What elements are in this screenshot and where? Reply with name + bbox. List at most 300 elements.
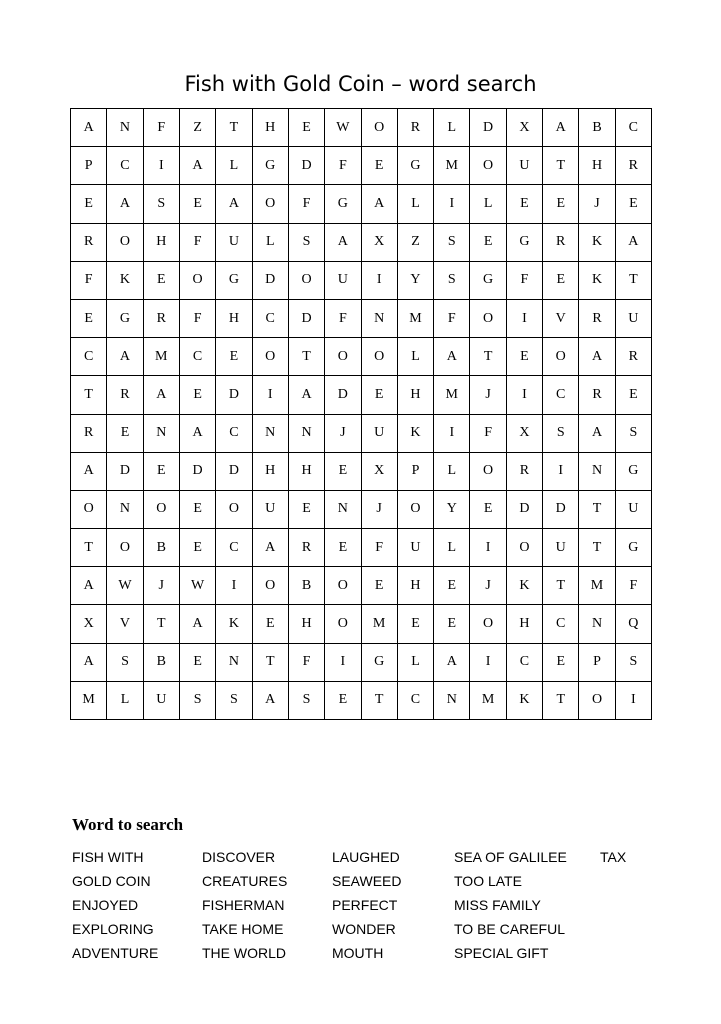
grid-cell: D (506, 490, 542, 528)
grid-cell: T (143, 605, 179, 643)
grid-cell: D (325, 376, 361, 414)
grid-cell: F (506, 261, 542, 299)
grid-cell: M (434, 376, 470, 414)
word-item: SEAWEED (332, 873, 402, 889)
grid-cell: A (252, 681, 288, 719)
grid-cell: N (252, 414, 288, 452)
grid-cell: S (434, 223, 470, 261)
word-item: GOLD COIN (72, 873, 151, 889)
grid-cell: N (434, 681, 470, 719)
grid-cell: C (179, 338, 215, 376)
grid-row (71, 261, 652, 299)
grid-cell: L (107, 681, 143, 719)
grid-cell: C (397, 681, 433, 719)
grid-cell: B (143, 643, 179, 681)
grid-cell: X (361, 223, 397, 261)
grid-cell: I (543, 452, 579, 490)
word-item: FISHERMAN (202, 897, 285, 913)
grid-cell: A (107, 338, 143, 376)
grid-row (71, 185, 652, 223)
grid-cell: E (143, 452, 179, 490)
word-item: EXPLORING (72, 921, 154, 937)
grid-cell: S (143, 185, 179, 223)
word-item: PERFECT (332, 897, 398, 913)
grid-cell: D (252, 261, 288, 299)
grid-cell: B (288, 567, 324, 605)
grid-cell: I (143, 147, 179, 185)
grid-cell: O (288, 261, 324, 299)
grid-cell: C (252, 299, 288, 337)
grid-cell: X (506, 109, 542, 147)
grid-cell: R (71, 223, 107, 261)
grid-cell: F (434, 299, 470, 337)
grid-cell: F (288, 185, 324, 223)
grid-cell: J (361, 490, 397, 528)
grid-cell: O (470, 452, 506, 490)
grid-cell: X (71, 605, 107, 643)
grid-cell: K (506, 567, 542, 605)
grid-cell: E (361, 376, 397, 414)
grid-cell: E (71, 185, 107, 223)
grid-cell: R (543, 223, 579, 261)
grid-cell: A (71, 567, 107, 605)
grid-cell: O (470, 605, 506, 643)
grid-cell: I (252, 376, 288, 414)
grid-cell: E (434, 567, 470, 605)
grid-cell: P (71, 147, 107, 185)
grid-cell: J (470, 567, 506, 605)
grid-cell: F (325, 299, 361, 337)
grid-cell: E (543, 185, 579, 223)
grid-cell: E (179, 490, 215, 528)
grid-cell: J (470, 376, 506, 414)
grid-cell: O (325, 605, 361, 643)
grid-row (71, 605, 652, 643)
grid-cell: T (543, 147, 579, 185)
grid-cell: I (470, 643, 506, 681)
grid-cell: H (288, 605, 324, 643)
grid-cell: H (252, 452, 288, 490)
grid-cell: T (71, 529, 107, 567)
grid-cell: W (325, 109, 361, 147)
grid-cell: T (615, 261, 651, 299)
grid-cell: A (71, 452, 107, 490)
grid-cell: C (71, 338, 107, 376)
grid-cell: K (506, 681, 542, 719)
word-item: TAX (600, 849, 627, 865)
grid-cell: A (543, 109, 579, 147)
grid-cell: W (179, 567, 215, 605)
grid-cell: R (71, 414, 107, 452)
grid-cell: R (107, 376, 143, 414)
grid-cell: N (325, 490, 361, 528)
grid-cell: T (543, 567, 579, 605)
grid-cell: G (397, 147, 433, 185)
grid-cell: O (397, 490, 433, 528)
grid-cell: L (397, 643, 433, 681)
word-list-heading: Word to search (72, 815, 184, 834)
word-item: MOUTH (332, 945, 384, 961)
grid-cell: K (397, 414, 433, 452)
grid-cell: M (397, 299, 433, 337)
grid-cell: N (288, 414, 324, 452)
word-item: ADVENTURE (72, 945, 159, 961)
grid-cell: H (506, 605, 542, 643)
grid-cell: E (107, 414, 143, 452)
grid-cell: O (470, 299, 506, 337)
grid-cell: H (288, 452, 324, 490)
grid-cell: S (288, 681, 324, 719)
grid-cell: S (615, 414, 651, 452)
grid-cell: E (361, 147, 397, 185)
grid-cell: E (288, 109, 324, 147)
grid-cell: A (107, 185, 143, 223)
grid-cell: A (143, 376, 179, 414)
grid-cell: H (252, 109, 288, 147)
grid-cell: A (434, 338, 470, 376)
grid-cell: R (288, 529, 324, 567)
word-item: FISH WITH (72, 849, 144, 865)
grid-cell: O (107, 529, 143, 567)
word-item: ENJOYED (72, 897, 139, 913)
grid-cell: E (325, 681, 361, 719)
word-item: TAKE HOME (202, 921, 284, 937)
grid-cell: G (615, 452, 651, 490)
grid-cell: X (361, 452, 397, 490)
grid-cell: Z (179, 109, 215, 147)
grid-cell: T (543, 681, 579, 719)
grid-cell: T (216, 109, 252, 147)
grid-cell: G (361, 643, 397, 681)
grid-cell: G (615, 529, 651, 567)
grid-cell: O (325, 567, 361, 605)
grid-cell: Z (397, 223, 433, 261)
grid-row (71, 681, 652, 719)
grid-cell: I (434, 185, 470, 223)
grid-cell: N (107, 109, 143, 147)
grid-cell: T (579, 529, 615, 567)
grid-cell: U (543, 529, 579, 567)
word-column (72, 847, 158, 967)
grid-cell: D (216, 452, 252, 490)
grid-cell: F (71, 261, 107, 299)
grid-cell: A (179, 414, 215, 452)
grid-cell: E (288, 490, 324, 528)
grid-cell: A (361, 185, 397, 223)
grid-cell: E (216, 338, 252, 376)
grid-cell: I (325, 643, 361, 681)
grid-cell: N (143, 414, 179, 452)
grid-cell: I (506, 299, 542, 337)
word-item: SEA OF GALILEE (454, 849, 567, 865)
grid-cell: X (506, 414, 542, 452)
grid-cell: A (434, 643, 470, 681)
grid-cell: F (179, 299, 215, 337)
grid-row (71, 643, 652, 681)
grid-cell: E (361, 567, 397, 605)
grid-row (71, 109, 652, 147)
grid-cell: E (179, 376, 215, 414)
grid-cell: Y (397, 261, 433, 299)
grid-cell: I (506, 376, 542, 414)
grid-row (71, 529, 652, 567)
grid-cell: L (434, 529, 470, 567)
grid-cell: I (361, 261, 397, 299)
grid-cell: A (579, 414, 615, 452)
grid-cell: U (615, 299, 651, 337)
grid-cell: V (543, 299, 579, 337)
grid-cell: H (579, 147, 615, 185)
word-column (332, 847, 402, 967)
grid-cell: H (397, 567, 433, 605)
grid-cell: L (397, 338, 433, 376)
grid-cell: E (143, 261, 179, 299)
grid-cell: U (216, 223, 252, 261)
letter-grid (70, 108, 652, 720)
grid-cell: E (543, 643, 579, 681)
grid-cell: Y (434, 490, 470, 528)
grid-cell: I (434, 414, 470, 452)
grid-row (71, 414, 652, 452)
grid-cell: O (252, 567, 288, 605)
grid-cell: I (615, 681, 651, 719)
grid-cell: S (216, 681, 252, 719)
grid-cell: U (397, 529, 433, 567)
word-item: LAUGHED (332, 849, 400, 865)
grid-cell: E (252, 605, 288, 643)
grid-cell: M (361, 605, 397, 643)
grid-cell: O (470, 147, 506, 185)
grid-cell: E (434, 605, 470, 643)
grid-cell: A (288, 376, 324, 414)
grid-cell: E (179, 643, 215, 681)
word-item: THE WORLD (202, 945, 286, 961)
grid-cell: Q (615, 605, 651, 643)
grid-cell: L (470, 185, 506, 223)
grid-cell: T (470, 338, 506, 376)
word-item: WONDER (332, 921, 396, 937)
grid-cell: A (179, 605, 215, 643)
grid-cell: O (506, 529, 542, 567)
grid-cell: O (252, 338, 288, 376)
grid-cell: F (361, 529, 397, 567)
grid-cell: O (361, 338, 397, 376)
grid-cell: F (615, 567, 651, 605)
grid-cell: M (470, 681, 506, 719)
word-item: CREATURES (202, 873, 288, 889)
grid-cell: C (543, 376, 579, 414)
word-column (202, 847, 287, 967)
word-item: TO BE CAREFUL (454, 921, 565, 937)
grid-cell: K (107, 261, 143, 299)
grid-cell: K (579, 261, 615, 299)
grid-cell: W (107, 567, 143, 605)
grid-cell: H (216, 299, 252, 337)
grid-cell: C (543, 605, 579, 643)
grid-cell: L (434, 452, 470, 490)
grid-cell: S (107, 643, 143, 681)
grid-cell: C (615, 109, 651, 147)
word-item: SPECIAL GIFT (454, 945, 549, 961)
grid-cell: D (179, 452, 215, 490)
grid-cell: S (543, 414, 579, 452)
grid-cell: T (288, 338, 324, 376)
grid-cell: D (288, 299, 324, 337)
grid-cell: U (325, 261, 361, 299)
grid-cell: O (107, 223, 143, 261)
grid-cell: E (179, 185, 215, 223)
grid-cell: C (216, 414, 252, 452)
grid-cell: E (615, 376, 651, 414)
grid-cell: U (252, 490, 288, 528)
grid-cell: D (543, 490, 579, 528)
grid-cell: E (179, 529, 215, 567)
grid-row (71, 223, 652, 261)
grid-cell: U (506, 147, 542, 185)
grid-row (71, 376, 652, 414)
grid-cell: D (107, 452, 143, 490)
grid-cell: G (107, 299, 143, 337)
grid-cell: U (615, 490, 651, 528)
grid-cell: D (216, 376, 252, 414)
grid-cell: V (107, 605, 143, 643)
grid-cell: E (506, 185, 542, 223)
grid-cell: T (71, 376, 107, 414)
grid-cell: E (506, 338, 542, 376)
grid-cell: A (179, 147, 215, 185)
grid-cell: L (216, 147, 252, 185)
grid-cell: F (179, 223, 215, 261)
grid-cell: G (470, 261, 506, 299)
grid-cell: G (325, 185, 361, 223)
grid-cell: H (143, 223, 179, 261)
grid-cell: H (397, 376, 433, 414)
grid-cell: F (143, 109, 179, 147)
grid-cell: G (506, 223, 542, 261)
grid-cell: N (107, 490, 143, 528)
grid-cell: S (288, 223, 324, 261)
grid-cell: E (615, 185, 651, 223)
grid-cell: C (506, 643, 542, 681)
grid-cell: M (434, 147, 470, 185)
grid-cell: O (252, 185, 288, 223)
grid-cell: F (288, 643, 324, 681)
grid-cell: J (325, 414, 361, 452)
grid-cell: O (325, 338, 361, 376)
grid-cell: S (179, 681, 215, 719)
grid-cell: K (579, 223, 615, 261)
grid-cell: P (397, 452, 433, 490)
grid-cell: U (361, 414, 397, 452)
grid-cell: R (397, 109, 433, 147)
grid-cell: O (579, 681, 615, 719)
grid-cell: N (361, 299, 397, 337)
grid-cell: O (179, 261, 215, 299)
grid-row (71, 490, 652, 528)
grid-cell: A (216, 185, 252, 223)
grid-cell: R (615, 147, 651, 185)
grid-cell: M (579, 567, 615, 605)
grid-row (71, 338, 652, 376)
grid-cell: N (579, 605, 615, 643)
grid-cell: E (397, 605, 433, 643)
grid-cell: D (470, 109, 506, 147)
grid-cell: E (470, 490, 506, 528)
grid-cell: O (216, 490, 252, 528)
grid-cell: L (434, 109, 470, 147)
word-column (454, 847, 567, 967)
grid-cell: E (543, 261, 579, 299)
grid-cell: T (361, 681, 397, 719)
grid-cell: M (143, 338, 179, 376)
grid-cell: R (579, 376, 615, 414)
grid-cell: R (143, 299, 179, 337)
grid-cell: O (543, 338, 579, 376)
grid-cell: J (143, 567, 179, 605)
grid-cell: N (216, 643, 252, 681)
grid-row (71, 147, 652, 185)
grid-cell: P (579, 643, 615, 681)
grid-cell: E (71, 299, 107, 337)
grid-cell: A (579, 338, 615, 376)
grid-cell: F (325, 147, 361, 185)
grid-cell: T (252, 643, 288, 681)
grid-cell: L (397, 185, 433, 223)
grid-cell: G (216, 261, 252, 299)
grid-cell: A (71, 109, 107, 147)
grid-cell: C (216, 529, 252, 567)
grid-cell: B (143, 529, 179, 567)
grid-cell: S (615, 643, 651, 681)
grid-cell: G (252, 147, 288, 185)
grid-cell: U (143, 681, 179, 719)
grid-cell: A (252, 529, 288, 567)
word-item: DISCOVER (202, 849, 276, 865)
grid-cell: E (325, 529, 361, 567)
grid-row (71, 452, 652, 490)
grid-cell: O (71, 490, 107, 528)
word-item: MISS FAMILY (454, 897, 541, 913)
word-list (72, 847, 672, 977)
grid-cell: T (579, 490, 615, 528)
page-title: Fish with Gold Coin – word search (184, 72, 537, 96)
grid-cell: N (579, 452, 615, 490)
grid-cell: M (71, 681, 107, 719)
word-item: TOO LATE (454, 873, 522, 889)
grid-cell: A (325, 223, 361, 261)
grid-cell: A (71, 643, 107, 681)
grid-cell: E (325, 452, 361, 490)
grid-cell: R (506, 452, 542, 490)
grid-row (71, 299, 652, 337)
grid-cell: L (252, 223, 288, 261)
grid-cell: C (107, 147, 143, 185)
grid-cell: R (615, 338, 651, 376)
grid-cell: J (579, 185, 615, 223)
grid-cell: D (288, 147, 324, 185)
grid-cell: I (216, 567, 252, 605)
word-column (600, 847, 626, 871)
grid-cell: I (470, 529, 506, 567)
grid-cell: B (579, 109, 615, 147)
grid-cell: O (143, 490, 179, 528)
grid-cell: K (216, 605, 252, 643)
grid-cell: E (470, 223, 506, 261)
grid-row (71, 567, 652, 605)
grid-cell: O (361, 109, 397, 147)
grid-cell: F (470, 414, 506, 452)
grid-cell: R (579, 299, 615, 337)
